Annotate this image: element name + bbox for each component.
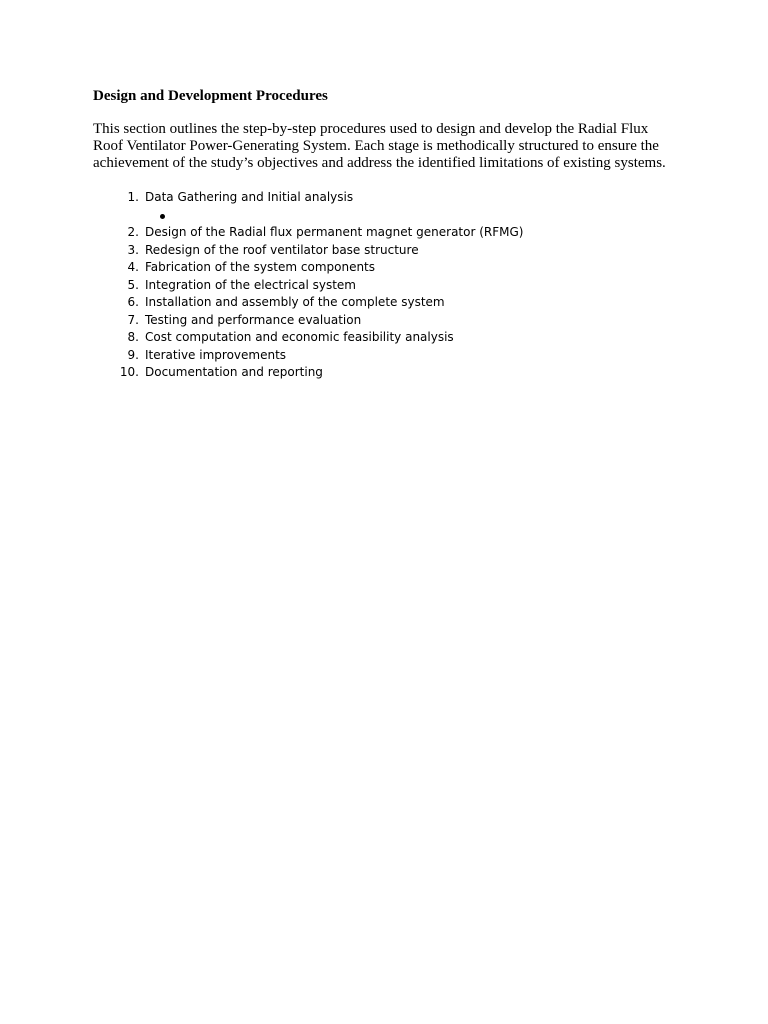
list-item-text: Documentation and reporting: [145, 365, 323, 379]
document-body: [93, 87, 673, 382]
list-item-number: 5.: [127, 277, 139, 292]
list-item-number: 7.: [127, 312, 139, 327]
list-item-text: Fabrication of the system components: [145, 260, 376, 274]
bullet-icon: [160, 214, 165, 219]
list-item-text: Installation and assembly of the complete system: [145, 295, 445, 309]
list-item: [93, 242, 673, 260]
list-item-number: 6.: [127, 295, 139, 309]
list-item-number: 1.: [127, 190, 139, 204]
intro-paragraph: This section outlines the step-by-step procedures used to design and develop the Radial Flux Roof Ventilator Power-Generating System. Each stage is methodically structured to ensure the achievement of the study’s objectives and address the identified limitations of existing systems.: [93, 121, 666, 171]
list-item: [93, 329, 673, 347]
empty-sub-bullet-row: [93, 207, 673, 225]
list-item: [93, 294, 673, 312]
list-item-text: Design of the Radial flux permanent magnet generator (RFMG): [145, 225, 524, 239]
list-item: [93, 189, 673, 207]
list-item: [93, 224, 673, 242]
list-item-number: 3.: [127, 242, 139, 257]
list-item-text: Testing and performance evaluation: [145, 312, 362, 327]
list-item-number: 10.: [119, 365, 139, 379]
list-item: [93, 277, 673, 295]
list-item-text: Integration of the electrical system: [145, 277, 356, 292]
list-item-text: Cost computation and economic feasibility analysis: [145, 330, 454, 344]
list-item-text: Iterative improvements: [145, 347, 287, 362]
list-item-text: Redesign of the roof ventilator base structure: [145, 242, 419, 257]
list-item: [93, 364, 673, 382]
section-heading: Design and Development Procedures: [93, 88, 328, 104]
list-item: [93, 259, 673, 277]
list-item: [93, 347, 673, 365]
procedure-list: [93, 189, 673, 382]
list-item-number: 9.: [127, 347, 139, 362]
list-item: [93, 312, 673, 330]
list-item-number: 8.: [127, 330, 139, 344]
list-item-text: Data Gathering and Initial analysis: [145, 190, 354, 204]
list-item-number: 2.: [127, 225, 139, 239]
list-item-number: 4.: [127, 260, 139, 274]
